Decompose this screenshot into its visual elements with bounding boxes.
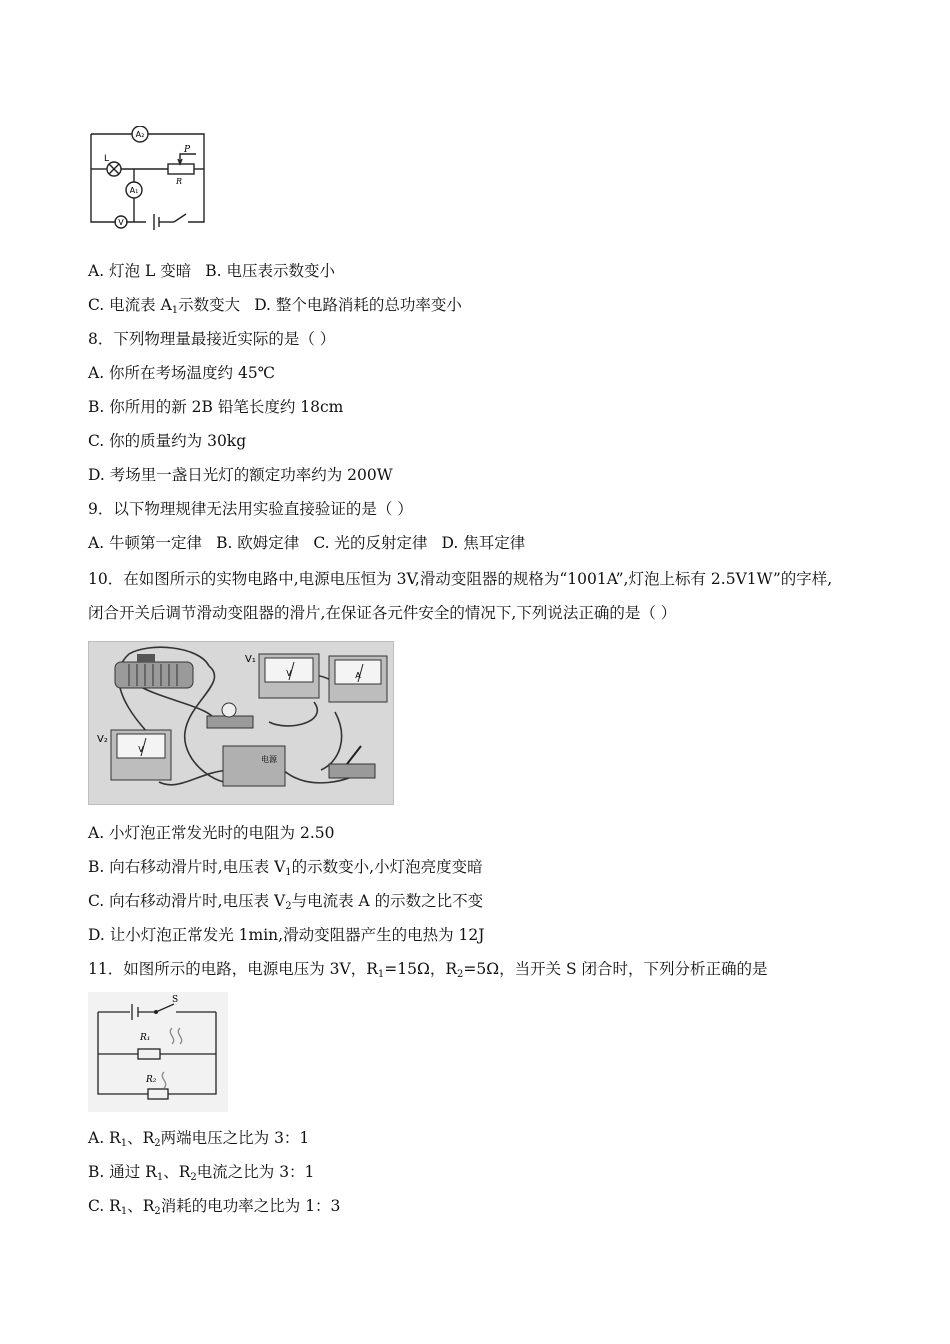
q10-option-a: A. 小灯泡正常发光时的电阻为 2.50: [88, 824, 335, 842]
q10-stem-line1: 10．在如图所示的实物电路中,电源电压恒为 3V,滑动变阻器的规格为“1001A”,灯泡上标有 2.5V1W”的字样,: [88, 570, 833, 588]
q7-options-row1: [88, 261, 335, 281]
q8-option-a: A. 你所在考场温度约 45℃: [88, 364, 276, 382]
q8-option-d: D. 考场里一盏日光灯的额定功率约为 200W: [88, 466, 393, 484]
v1-label: V₁: [245, 654, 256, 665]
q11-stem: 11．如图所示的电路，电源电压为 3V，$R_1=15\Omega$，$R_2=5\Omega$，当开关 S 闭合时，下列分析正确的是: [88, 960, 768, 980]
q7-options-row2: [88, 295, 462, 321]
q8-option-c: C. 你的质量约为 30kg: [88, 432, 247, 450]
a2-label: A₂: [135, 130, 145, 139]
q7-option-d: D. 整个电路消耗的总功率变小: [254, 296, 462, 314]
q10-option-b: B. 向右移动滑片时,电压表 $V_1$的示数变小,小灯泡亮度变暗: [88, 858, 483, 878]
v2-meter-face-label: V: [138, 745, 144, 754]
lamp-label: L: [104, 154, 110, 164]
q9-option-b: B. 欧姆定律: [216, 534, 300, 552]
power-supply-label: 电源: [261, 755, 277, 764]
q10-option-c: C. 向右移动滑片时,电压表 $V_2$与电流表 A 的示数之比不变: [88, 892, 484, 912]
q7-circuit-diagram: [88, 126, 210, 232]
v1-meter-face-label: V: [286, 669, 292, 678]
q7-option-c: C. 电流表 $A_1$示数变大: [88, 296, 241, 316]
v2-label: V₂: [97, 734, 108, 745]
q9-option-c: C. 光的反射定律: [313, 534, 428, 552]
r1-label: R₁: [140, 1033, 151, 1043]
q10-option-d: D. 让小灯泡正常发光 1min,滑动变阻器产生的电热为 12J: [88, 926, 485, 944]
q9-options: [88, 533, 525, 553]
v-label: V: [118, 218, 124, 227]
q7-option-a: A. 灯泡 L 变暗: [88, 262, 192, 280]
q10-stem-line2: 闭合开关后调节滑动变阻器的滑片,在保证各元件安全的情况下,下列说法正确的是（ ）: [88, 604, 677, 622]
q8-stem: 8．下列物理量最接近实际的是（ ）: [88, 330, 336, 348]
ammeter-face-label: A: [355, 671, 361, 680]
q11-option-b: B. 通过 $R_1$、$R_2$电流之比为 3：1: [88, 1163, 315, 1183]
q9-option-d: D. 焦耳定律: [441, 534, 526, 552]
q8-option-b: B. 你所用的新 2B 铅笔长度约 18cm: [88, 398, 344, 416]
q7-option-b: B. 电压表示数变小: [205, 262, 335, 280]
q9-option-a: A. 牛顿第一定律: [88, 534, 203, 552]
a1-label: A₁: [129, 186, 139, 195]
q11-option-a: A. $R_1$、$R_2$两端电压之比为 3：1: [88, 1129, 310, 1149]
q11-option-c: C. $R_1$、$R_2$消耗的电功率之比为 1：3: [88, 1197, 341, 1217]
q10-physical-circuit-photo: [88, 641, 394, 805]
q11-circuit-diagram: [88, 992, 228, 1112]
slider-label: P: [184, 145, 191, 155]
q9-stem: 9．以下物理规律无法用实验直接验证的是（ ）: [88, 500, 413, 518]
resistor-label: R: [176, 177, 183, 186]
r2-label: R₂: [146, 1075, 157, 1085]
switch-label: S: [172, 995, 179, 1005]
